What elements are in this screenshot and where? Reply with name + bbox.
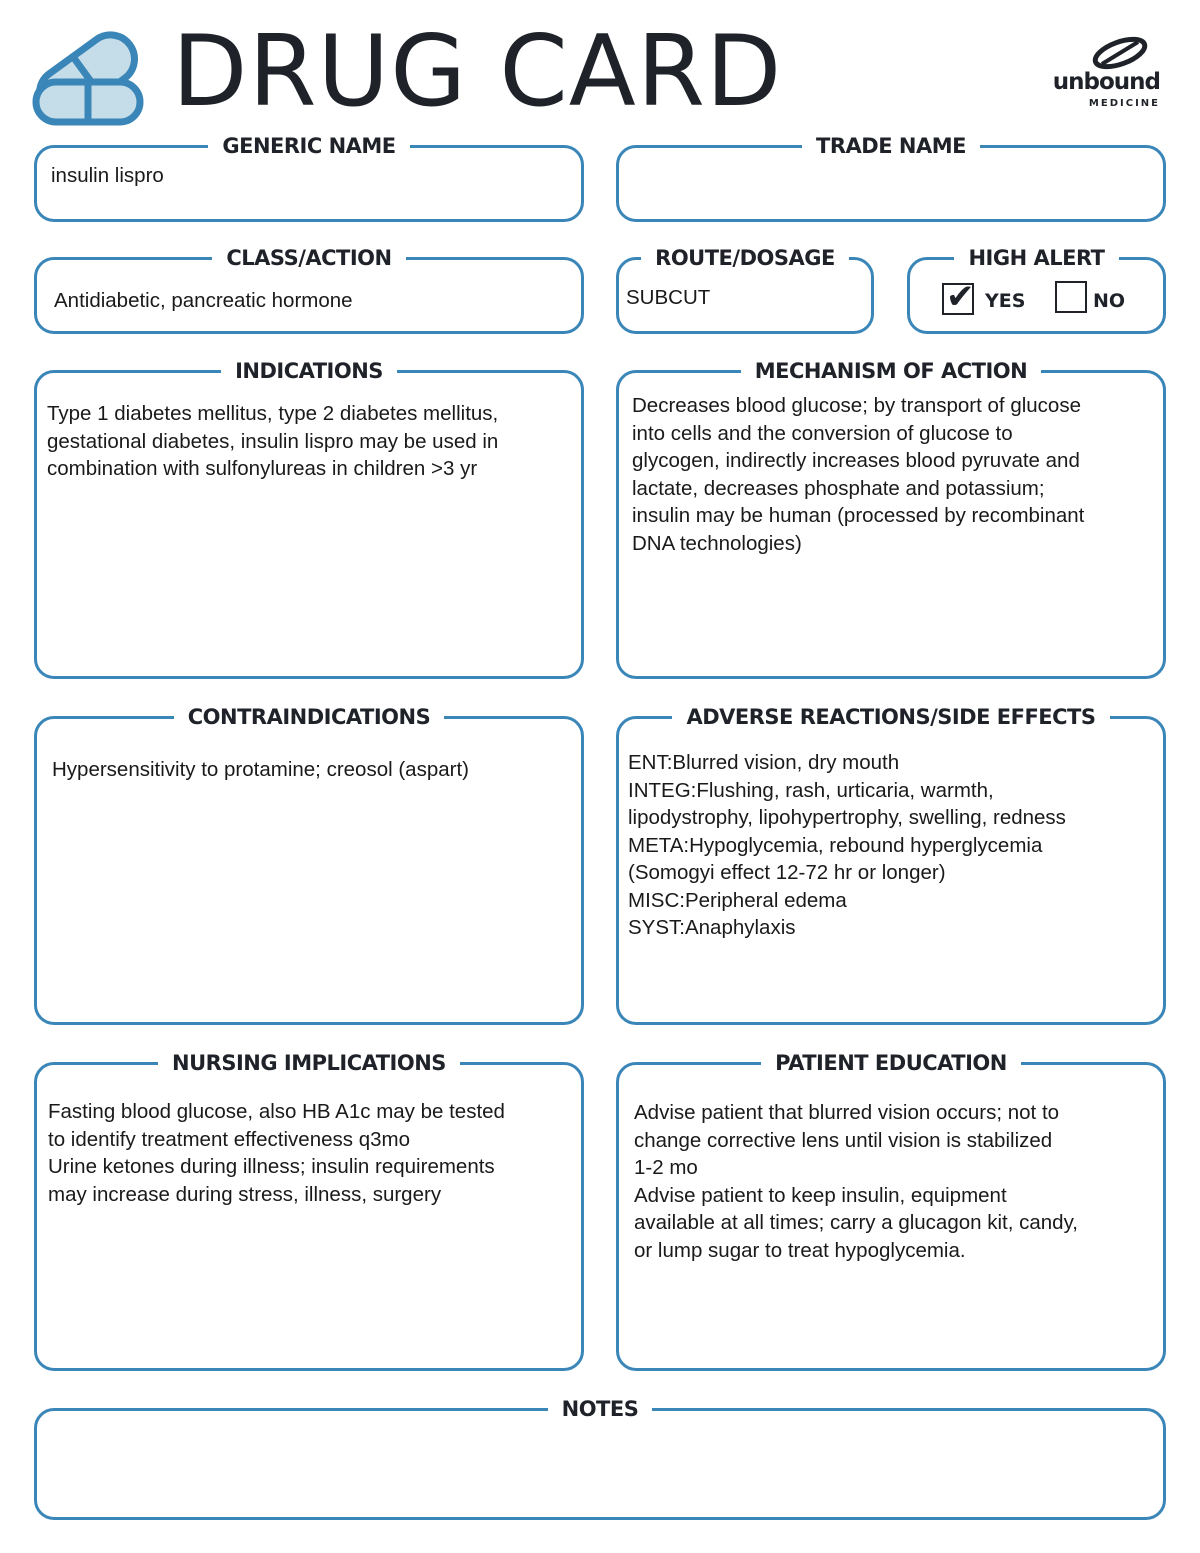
nursing-implications-box	[34, 1051, 584, 1371]
contraindications-value[interactable]: Hypersensitivity to protamine; creosol (aspart)	[52, 758, 469, 781]
contraindications-box	[34, 705, 584, 1025]
high-alert-box	[907, 246, 1166, 334]
route-dosage-value[interactable]: SUBCUT	[626, 286, 711, 309]
nursing-implications-label: NURSING IMPLICATIONS	[158, 1051, 460, 1075]
patient-education-box	[616, 1051, 1166, 1371]
contraindications-label: CONTRAINDICATIONS	[174, 705, 444, 729]
generic-name-label: GENERIC NAME	[208, 134, 409, 158]
class-action-box	[34, 246, 584, 334]
brand-name: unbound	[1052, 69, 1160, 95]
trade-name-label: TRADE NAME	[802, 134, 980, 158]
indications-label: INDICATIONS	[221, 359, 397, 383]
trade-name-box	[616, 134, 1166, 222]
generic-name-value[interactable]: insulin lispro	[51, 164, 164, 187]
mechanism-value[interactable]: Decreases blood glucose; by transport of glucose into cells and the conversion of glucose to glycogen, indirectly increases blood pyruvate and lactate, decreases phosphate and potassium; insulin may be human (processed by recombinant DNA technologies)	[632, 394, 1085, 555]
indications-value[interactable]: Type 1 diabetes mellitus, type 2 diabetes mellitus, gestational diabetes, insulin lispro may be used in combination with sulfonylureas in children >3 yr	[47, 402, 499, 480]
page-title: DRUG CARD	[172, 15, 783, 129]
high-alert-yes-checkbox[interactable]	[942, 277, 975, 317]
route-dosage-box	[616, 246, 874, 334]
indications-box	[34, 359, 584, 679]
adverse-reactions-value[interactable]: ENT:Blurred vision, dry mouth INTEG:Flushing, rash, urticaria, warmth, lipodystrophy, lipohypertrophy, swelling, redness META:Hypoglycemia, rebound hyperglycemia (Somogyi effect 12-72 hr or longer) MISC:Peripheral edema SYST:Anaphylaxis	[628, 751, 1066, 939]
nursing-implications-value[interactable]: Fasting blood glucose, also HB A1c may be tested to identify treatment effectiveness q3mo Urine ketones during illness; insulin requirements may increase during stress, illness, surgery	[48, 1100, 505, 1206]
adverse-reactions-box	[616, 705, 1166, 1025]
mechanism-box	[616, 359, 1166, 679]
class-action-label: CLASS/ACTION	[212, 246, 405, 270]
class-action-value[interactable]: Antidiabetic, pancreatic hormone	[54, 289, 353, 312]
brand-subtitle: MEDICINE	[1088, 98, 1160, 109]
check-mark-icon: ✔	[946, 277, 975, 317]
patient-education-value[interactable]: Advise patient that blurred vision occurs; not to change corrective lens until vision is stabilized 1-2 mo Advise patient to keep insulin, equipment available at all times; carry a glucagon kit, candy, or lump sugar to treat hypoglycemia.	[634, 1101, 1079, 1262]
high-alert-yes-label: YES	[985, 290, 1026, 312]
high-alert-label: HIGH ALERT	[954, 246, 1118, 270]
notes-box	[34, 1397, 1166, 1520]
patient-education-label: PATIENT EDUCATION	[761, 1051, 1021, 1075]
high-alert-no-checkbox[interactable]	[1055, 281, 1087, 313]
adverse-reactions-label: ADVERSE REACTIONS/SIDE EFFECTS	[672, 705, 1109, 729]
generic-name-box	[34, 134, 584, 222]
notes-label: NOTES	[548, 1397, 653, 1421]
mechanism-label: MECHANISM OF ACTION	[741, 359, 1041, 383]
route-dosage-label: ROUTE/DOSAGE	[641, 246, 849, 270]
brand-swoosh-icon	[1088, 36, 1152, 70]
brand-logo	[1050, 36, 1165, 110]
pill-capsule-icon	[28, 24, 146, 128]
high-alert-no-label: NO	[1093, 290, 1126, 312]
